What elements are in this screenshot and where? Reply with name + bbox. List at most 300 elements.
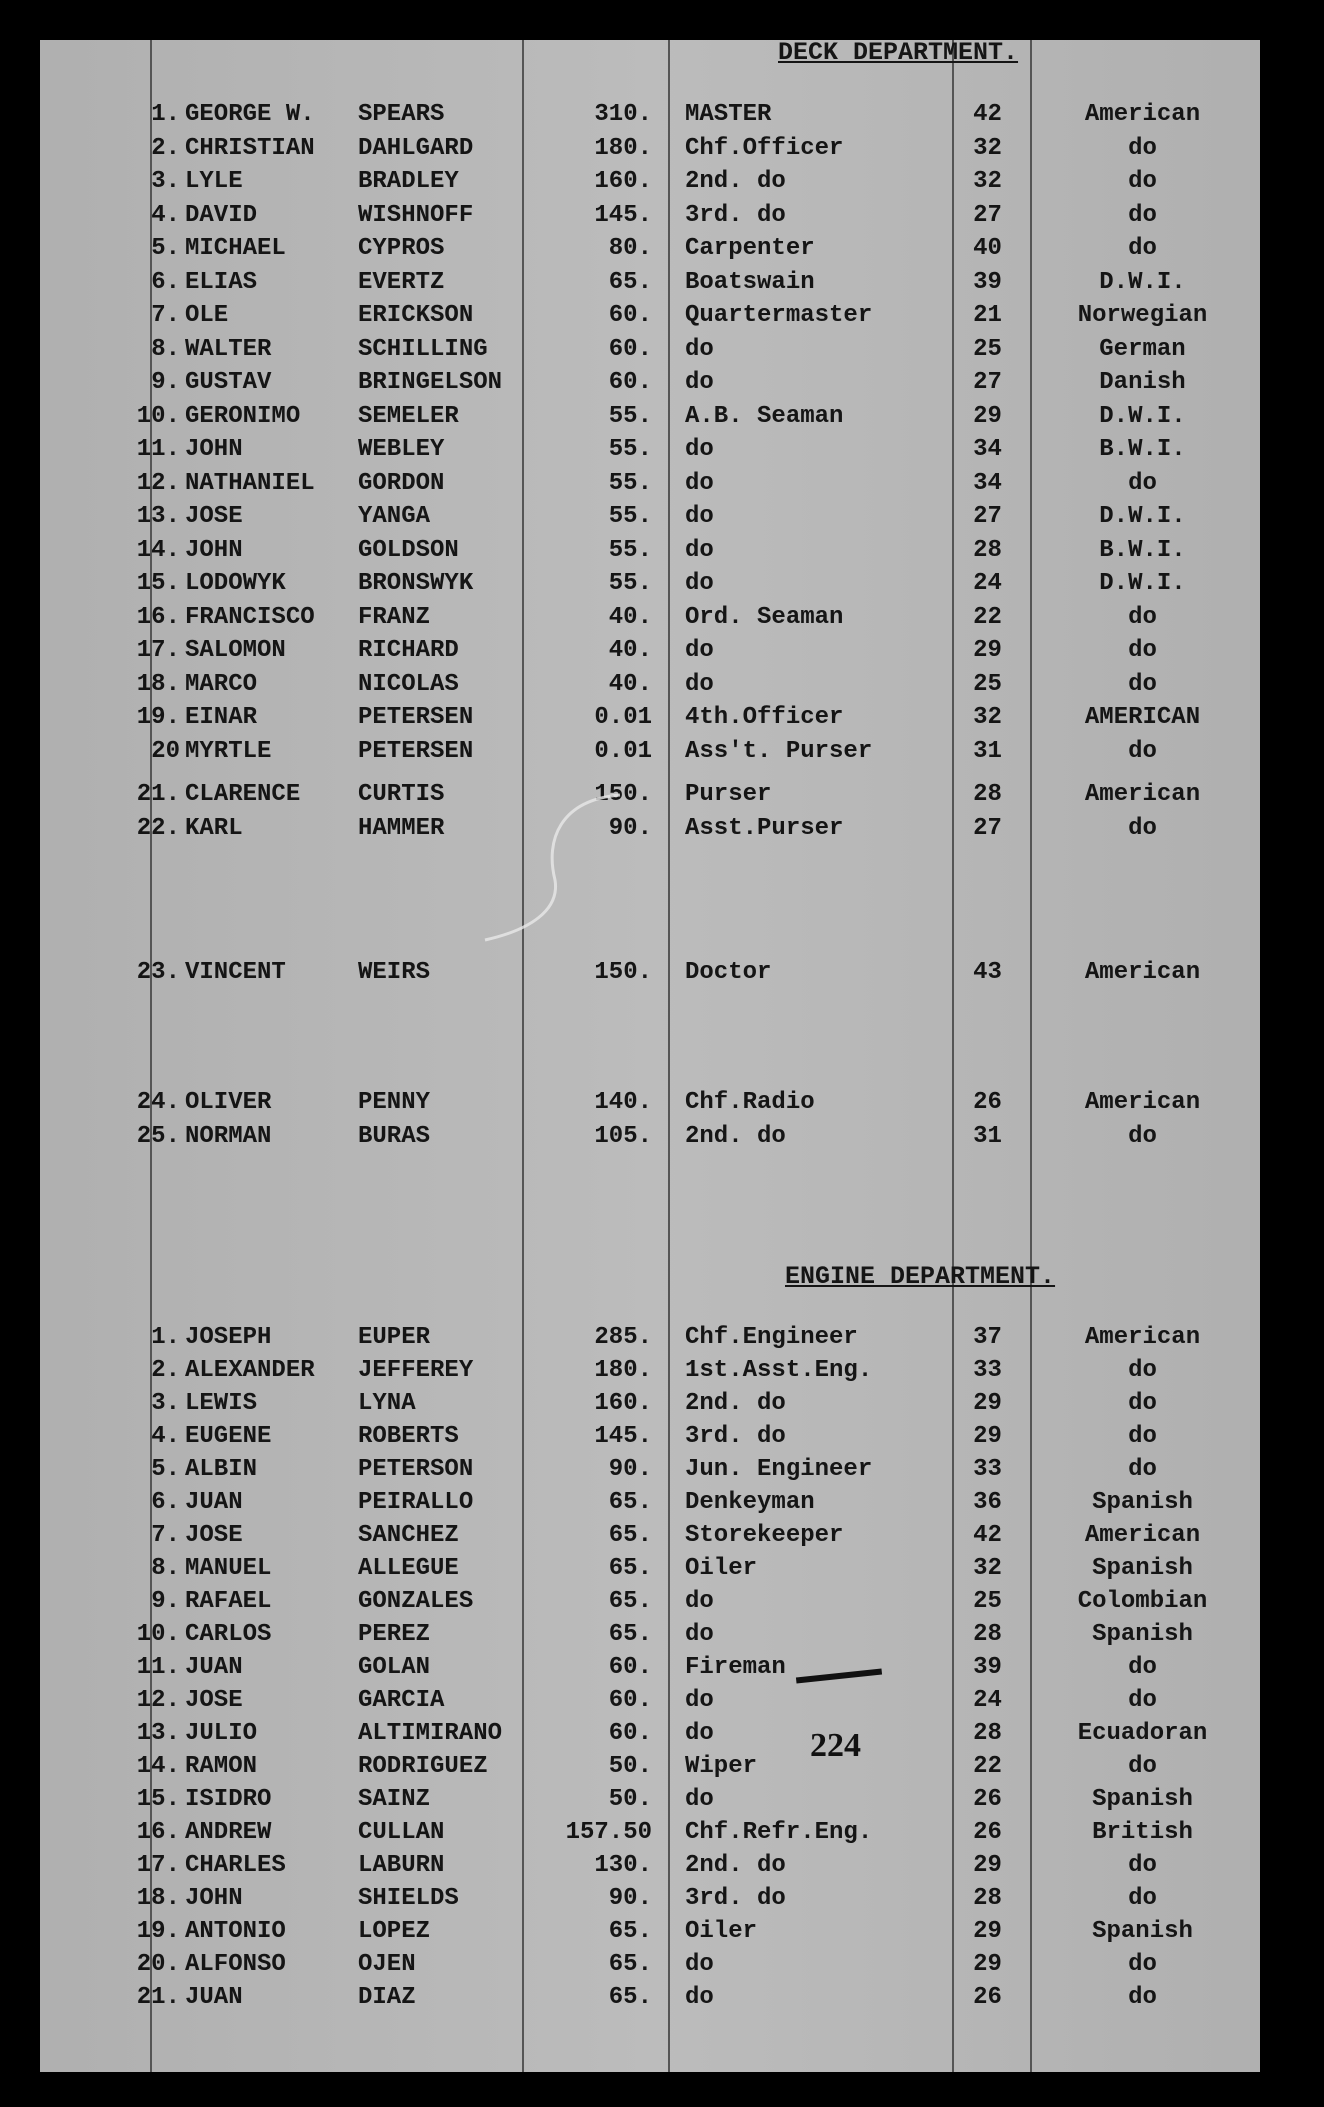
- cell-num: 4.: [151, 201, 180, 229]
- cell-rank: 1st.Asst.Eng.: [685, 1357, 873, 1384]
- cell-num: 24.: [136, 1089, 180, 1116]
- cell-last: ALTIMIRANO: [358, 1720, 503, 1747]
- cell-rank: Fireman: [685, 1654, 786, 1681]
- cell-last: OJEN: [358, 1951, 416, 1978]
- cell-nat: American: [1084, 781, 1201, 808]
- cell-pay: 180.: [594, 134, 652, 162]
- cell-nat: D.W.I.: [1099, 503, 1186, 530]
- cell-rank: MASTER: [685, 101, 772, 128]
- cell-first: LYLE: [185, 168, 243, 195]
- cell-last: PETERSON: [358, 1456, 474, 1483]
- cell-rank: 3rd. do: [685, 201, 786, 229]
- cell-last: SCHILLING: [358, 335, 488, 363]
- cell-first: FRANCISCO: [185, 603, 315, 631]
- cell-nat: Norwegian: [1077, 302, 1208, 329]
- cell-last: SEMELER: [358, 402, 459, 430]
- cell-rank: 2nd. do: [685, 168, 786, 195]
- cell-rank: Chf.Refr.Eng.: [685, 1819, 873, 1846]
- cell-pay: 55.: [608, 436, 652, 463]
- cell-rank: Oiler: [685, 1555, 758, 1582]
- cell-rank: do: [685, 536, 714, 564]
- cell-rank: 4th.Officer: [685, 704, 844, 731]
- cell-rank: Wiper: [685, 1753, 758, 1780]
- cell-first: CARLOS: [185, 1621, 272, 1648]
- cell-rank: 2nd. do: [685, 1390, 786, 1417]
- cell-last: ALLEGUE: [358, 1555, 459, 1582]
- cell-nat: Colombian: [1077, 1588, 1208, 1615]
- cell-age: 37: [973, 1324, 1002, 1351]
- cell-nat: do: [1128, 737, 1157, 765]
- engine-department-heading: ENGINE DEPARTMENT.: [785, 1262, 1056, 1291]
- cell-age: 29: [973, 1852, 1002, 1879]
- cell-pay: 0.01: [594, 704, 652, 731]
- cell-pay: 60.: [608, 1654, 652, 1681]
- cell-nat: D.W.I.: [1099, 402, 1186, 430]
- cell-nat: do: [1128, 1357, 1157, 1384]
- cell-num: 2.: [151, 1357, 180, 1384]
- cell-first: RAMON: [185, 1753, 258, 1780]
- cell-age: 42: [973, 101, 1002, 128]
- cell-num: 11.: [136, 436, 180, 463]
- cell-pay: 160.: [594, 1390, 652, 1417]
- cell-last: PETERSEN: [358, 737, 474, 765]
- cell-age: 27: [973, 201, 1002, 229]
- cell-nat: Ecuadoran: [1077, 1720, 1208, 1747]
- cell-rank: do: [685, 1786, 714, 1813]
- cell-num: 1.: [151, 101, 180, 128]
- cell-first: MYRTLE: [185, 737, 272, 765]
- cell-first: ELIAS: [185, 268, 258, 296]
- cell-nat: do: [1128, 603, 1157, 631]
- cell-age: 29: [973, 1390, 1002, 1417]
- cell-num: 15.: [136, 1786, 180, 1813]
- cell-last: CURTIS: [358, 781, 445, 808]
- cell-last: LYNA: [358, 1390, 416, 1417]
- cell-last: SPEARS: [358, 101, 445, 128]
- cell-last: WEIRS: [358, 959, 431, 986]
- cell-num: 4.: [151, 1423, 180, 1450]
- cell-last: SHIELDS: [358, 1885, 459, 1912]
- cell-age: 29: [973, 1918, 1002, 1945]
- cell-rank: Ord. Seaman: [685, 603, 844, 631]
- cell-nat: American: [1084, 1324, 1201, 1351]
- cell-nat: do: [1128, 134, 1157, 162]
- cell-num: 10.: [136, 1621, 180, 1648]
- cell-age: 33: [973, 1357, 1002, 1384]
- cell-rank: 2nd. do: [685, 1852, 786, 1879]
- cell-last: PEIRALLO: [358, 1489, 474, 1516]
- cell-pay: 145.: [594, 1423, 652, 1450]
- cell-pay: 50.: [608, 1786, 652, 1813]
- cell-pay: 55.: [608, 503, 652, 530]
- cell-first: CLARENCE: [185, 781, 301, 808]
- cell-first: KARL: [185, 815, 243, 842]
- cell-pay: 50.: [608, 1753, 652, 1780]
- cell-last: GONZALES: [358, 1588, 474, 1615]
- cell-rank: do: [685, 369, 714, 396]
- cell-num: 10.: [136, 402, 180, 430]
- cell-pay: 60.: [608, 302, 652, 329]
- cell-nat: do: [1128, 1654, 1157, 1681]
- cell-pay: 65.: [608, 268, 652, 296]
- cell-last: SAINZ: [358, 1786, 431, 1813]
- cell-age: 29: [973, 1951, 1002, 1978]
- cell-num: 22.: [136, 815, 180, 842]
- cell-nat: do: [1128, 1984, 1157, 2011]
- cell-pay: 65.: [608, 1918, 652, 1945]
- cell-last: HAMMER: [358, 815, 445, 842]
- cell-age: 42: [973, 1522, 1002, 1549]
- cell-pay: 55.: [608, 536, 652, 564]
- cell-nat: B.W.I.: [1099, 436, 1186, 463]
- cell-pay: 90.: [608, 815, 652, 842]
- cell-num: 3.: [151, 168, 180, 195]
- cell-nat: do: [1128, 1951, 1157, 1978]
- cell-pay: 55.: [608, 570, 652, 597]
- cell-num: 14.: [136, 1753, 180, 1780]
- cell-last: BRINGELSON: [358, 369, 503, 396]
- cell-pay: 60.: [608, 369, 652, 396]
- cell-first: ANDREW: [185, 1819, 272, 1846]
- cell-first: JOSE: [185, 503, 243, 530]
- cell-num: 2.: [151, 134, 180, 162]
- cell-rank: Quartermaster: [685, 302, 873, 329]
- cell-age: 26: [973, 1786, 1002, 1813]
- cell-num: 17.: [136, 637, 180, 664]
- cell-nat: do: [1128, 670, 1157, 698]
- cell-nat: do: [1128, 1687, 1157, 1714]
- cell-num: 19.: [136, 1918, 180, 1945]
- cell-first: MICHAEL: [185, 235, 286, 262]
- cell-rank: 3rd. do: [685, 1885, 786, 1912]
- cell-nat: Spanish: [1092, 1786, 1193, 1813]
- cell-num: 9.: [151, 369, 180, 396]
- cell-first: MANUEL: [185, 1555, 272, 1582]
- cell-age: 24: [973, 570, 1002, 597]
- cell-last: ROBERTS: [358, 1423, 459, 1450]
- cell-num: 13.: [136, 1720, 180, 1747]
- cell-first: CHRISTIAN: [185, 134, 315, 162]
- cell-pay: 90.: [608, 1885, 652, 1912]
- cell-num: 14.: [136, 536, 180, 564]
- cell-rank: do: [685, 469, 714, 497]
- cell-last: RICHARD: [358, 637, 459, 664]
- paper-crease: [40, 40, 1260, 2072]
- cell-rank: Boatswain: [685, 268, 815, 296]
- cell-first: GEORGE W.: [185, 101, 315, 128]
- cell-rank: Denkeyman: [685, 1489, 815, 1516]
- cell-pay: 310.: [594, 101, 652, 128]
- cell-pay: 150.: [594, 781, 652, 808]
- cell-last: DAHLGARD: [358, 134, 474, 162]
- cell-last: WISHNOFF: [358, 201, 474, 229]
- cell-nat: Spanish: [1092, 1489, 1193, 1516]
- cell-pay: 80.: [608, 235, 652, 262]
- cell-nat: do: [1128, 1753, 1157, 1780]
- cell-rank: Oiler: [685, 1918, 758, 1945]
- cell-rank: do: [685, 637, 714, 664]
- cell-age: 22: [973, 603, 1002, 631]
- cell-pay: 65.: [608, 1951, 652, 1978]
- cell-nat: American: [1084, 1089, 1201, 1116]
- cell-pay: 65.: [608, 1489, 652, 1516]
- cell-nat: American: [1084, 959, 1201, 986]
- cell-pay: 60.: [608, 1687, 652, 1714]
- cell-first: JUAN: [185, 1654, 243, 1681]
- cell-rank: do: [685, 436, 714, 463]
- cell-age: 33: [973, 1456, 1002, 1483]
- cell-last: LABURN: [358, 1852, 445, 1879]
- cell-nat: do: [1128, 1390, 1157, 1417]
- cell-first: LODOWYK: [185, 570, 286, 597]
- cell-pay: 60.: [608, 335, 652, 363]
- cell-pay: 60.: [608, 1720, 652, 1747]
- cell-num: 23.: [136, 959, 180, 986]
- cell-last: GARCIA: [358, 1687, 445, 1714]
- cell-num: 7.: [151, 1522, 180, 1549]
- cell-num: 12.: [136, 1687, 180, 1714]
- cell-nat: do: [1128, 469, 1157, 497]
- cell-age: 21: [973, 302, 1002, 329]
- deck-department-heading: DECK DEPARTMENT.: [778, 40, 1019, 67]
- cell-nat: German: [1099, 335, 1186, 363]
- cell-last: GOLAN: [358, 1654, 431, 1681]
- cell-num: 17.: [136, 1852, 180, 1879]
- cell-age: 29: [973, 1423, 1002, 1450]
- cell-age: 39: [973, 1654, 1002, 1681]
- cell-rank: Asst.Purser: [685, 815, 844, 842]
- cell-pay: 150.: [594, 959, 652, 986]
- cell-age: 28: [973, 781, 1002, 808]
- cell-num: 3.: [151, 1390, 180, 1417]
- cell-age: 28: [973, 536, 1002, 564]
- cell-first: MARCO: [185, 670, 258, 698]
- cell-rank: Storekeeper: [685, 1522, 844, 1549]
- cell-nat: Spanish: [1092, 1918, 1193, 1945]
- cell-age: 32: [973, 1555, 1002, 1582]
- cell-rank: Carpenter: [685, 235, 815, 262]
- cell-num: 12.: [136, 469, 180, 497]
- cell-first: EINAR: [185, 704, 258, 731]
- cell-nat: Danish: [1099, 369, 1186, 396]
- cell-age: 32: [973, 704, 1002, 731]
- cell-num: 8.: [151, 1555, 180, 1582]
- cell-age: 32: [973, 168, 1002, 195]
- cell-last: PEREZ: [358, 1621, 431, 1648]
- cell-pay: 55.: [608, 469, 652, 497]
- cell-first: SALOMON: [185, 637, 286, 664]
- cell-first: NORMAN: [185, 1123, 272, 1150]
- cell-num: 18.: [136, 1885, 180, 1912]
- cell-pay: 140.: [594, 1089, 652, 1116]
- cell-first: JUAN: [185, 1489, 243, 1516]
- cell-nat: D.W.I.: [1099, 268, 1186, 296]
- cell-num: 5.: [151, 235, 180, 262]
- cell-pay: 157.50: [565, 1819, 652, 1846]
- cell-pay: 180.: [594, 1357, 652, 1384]
- cell-nat: do: [1128, 201, 1157, 229]
- cell-first: JOHN: [185, 1885, 243, 1912]
- cell-first: JOSE: [185, 1687, 243, 1714]
- cell-first: JUAN: [185, 1984, 243, 2011]
- cell-first: ALEXANDER: [185, 1357, 315, 1384]
- cell-rank: do: [685, 1687, 714, 1714]
- manifest-sheet: [40, 40, 1260, 2072]
- cell-last: LOPEZ: [358, 1918, 431, 1945]
- cell-first: GERONIMO: [185, 402, 301, 430]
- cell-age: 26: [973, 1819, 1002, 1846]
- cell-first: DAVID: [185, 201, 258, 229]
- cell-num: 18.: [136, 670, 180, 698]
- cell-pay: 65.: [608, 1588, 652, 1615]
- cell-num: 1.: [151, 1324, 180, 1351]
- cell-age: 31: [973, 737, 1002, 765]
- cell-first: EUGENE: [185, 1423, 272, 1450]
- cell-pay: 40.: [608, 670, 652, 698]
- cell-num: 19.: [136, 704, 180, 731]
- cell-age: 36: [973, 1489, 1002, 1516]
- cell-first: JOHN: [185, 436, 243, 463]
- cell-nat: American: [1084, 101, 1201, 128]
- cell-rank: do: [685, 1951, 714, 1978]
- cell-rank: Chf.Radio: [685, 1089, 815, 1116]
- cell-age: 39: [973, 268, 1002, 296]
- cell-pay: 65.: [608, 1984, 652, 2011]
- cell-age: 29: [973, 402, 1002, 430]
- cell-rank: Chf.Officer: [685, 134, 844, 162]
- cell-first: JOSE: [185, 1522, 243, 1549]
- cell-rank: A.B. Seaman: [685, 402, 844, 430]
- cell-num: 20.: [136, 1951, 180, 1978]
- cell-age: 25: [973, 1588, 1002, 1615]
- cell-last: EUPER: [358, 1324, 431, 1351]
- cell-last: RODRIGUEZ: [358, 1753, 488, 1780]
- page-mark: 224: [810, 1727, 861, 1764]
- cell-last: YANGA: [358, 503, 431, 530]
- cell-first: GUSTAV: [185, 369, 272, 396]
- cell-num: 20: [151, 737, 180, 765]
- cell-nat: do: [1128, 168, 1157, 195]
- cell-num: 8.: [151, 335, 180, 363]
- cell-num: 7.: [151, 302, 180, 329]
- cell-rank: Jun. Engineer: [685, 1456, 873, 1483]
- cell-first: ANTONIO: [185, 1918, 286, 1945]
- cell-pay: 105.: [594, 1123, 652, 1150]
- cell-age: 26: [973, 1984, 1002, 2011]
- cell-rank: do: [685, 1720, 714, 1747]
- cell-nat: do: [1128, 1123, 1157, 1150]
- cell-first: JOSEPH: [185, 1324, 272, 1351]
- cell-pay: 285.: [594, 1324, 652, 1351]
- cell-last: EVERTZ: [358, 268, 445, 296]
- cell-rank: do: [685, 1621, 714, 1648]
- cell-rank: Ass't. Purser: [685, 737, 873, 765]
- cell-nat: do: [1128, 1456, 1157, 1483]
- cell-last: ERICKSON: [358, 302, 474, 329]
- cell-first: ALBIN: [185, 1456, 258, 1483]
- cell-rank: do: [685, 335, 714, 363]
- cell-num: 6.: [151, 1489, 180, 1516]
- cell-num: 5.: [151, 1456, 180, 1483]
- cell-rank: do: [685, 1984, 714, 2011]
- cell-age: 29: [973, 637, 1002, 664]
- cell-nat: British: [1092, 1819, 1193, 1846]
- cell-pay: 40.: [608, 637, 652, 664]
- cell-first: LEWIS: [185, 1390, 258, 1417]
- cell-age: 28: [973, 1621, 1002, 1648]
- cell-age: 27: [973, 503, 1002, 530]
- cell-nat: do: [1128, 1423, 1157, 1450]
- cell-last: WEBLEY: [358, 436, 445, 463]
- cell-rank: do: [685, 503, 714, 530]
- cell-age: 27: [973, 369, 1002, 396]
- cell-first: WALTER: [185, 335, 272, 363]
- cell-rank: Purser: [685, 781, 772, 808]
- cell-nat: do: [1128, 1852, 1157, 1879]
- cell-last: BRADLEY: [358, 168, 459, 195]
- cell-last: CULLAN: [358, 1819, 445, 1846]
- cell-last: CYPROS: [358, 235, 445, 262]
- cell-age: 28: [973, 1720, 1002, 1747]
- cell-pay: 130.: [594, 1852, 652, 1879]
- cell-first: NATHANIEL: [185, 469, 315, 497]
- cell-last: PENNY: [358, 1089, 431, 1116]
- cell-nat: do: [1128, 815, 1157, 842]
- cell-age: 24: [973, 1687, 1002, 1714]
- cell-age: 40: [973, 235, 1002, 262]
- cell-nat: do: [1128, 637, 1157, 664]
- cell-age: 25: [973, 335, 1002, 363]
- cell-first: ALFONSO: [185, 1951, 286, 1978]
- cell-age: 25: [973, 670, 1002, 698]
- cell-pay: 160.: [594, 168, 652, 195]
- cell-age: 43: [973, 959, 1002, 986]
- cell-last: SANCHEZ: [358, 1522, 459, 1549]
- cell-nat: Spanish: [1092, 1555, 1193, 1582]
- cell-num: 11.: [136, 1654, 180, 1681]
- cell-nat: D.W.I.: [1099, 570, 1186, 597]
- cell-age: 28: [973, 1885, 1002, 1912]
- cell-rank: do: [685, 570, 714, 597]
- cell-nat: B.W.I.: [1099, 536, 1186, 564]
- cell-num: 21.: [136, 781, 180, 808]
- cell-num: 21.: [136, 1984, 180, 2011]
- cell-first: RAFAEL: [185, 1588, 272, 1615]
- cell-pay: 55.: [608, 402, 652, 430]
- cell-pay: 65.: [608, 1522, 652, 1549]
- cell-first: OLIVER: [185, 1089, 272, 1116]
- cell-last: PETERSEN: [358, 704, 474, 731]
- cell-num: 13.: [136, 503, 180, 530]
- cell-rank: 3rd. do: [685, 1423, 786, 1450]
- cell-last: BURAS: [358, 1123, 431, 1150]
- cell-pay: 40.: [608, 603, 652, 631]
- cell-first: CHARLES: [185, 1852, 286, 1879]
- cell-rank: Doctor: [685, 959, 772, 986]
- cell-first: JULIO: [185, 1720, 258, 1747]
- cell-age: 34: [973, 469, 1002, 497]
- cell-rank: 2nd. do: [685, 1123, 786, 1150]
- cell-rank: Chf.Engineer: [685, 1324, 858, 1351]
- cell-num: 16.: [136, 1819, 180, 1846]
- cell-pay: 65.: [608, 1621, 652, 1648]
- cell-last: NICOLAS: [358, 670, 459, 698]
- cell-last: GOLDSON: [358, 536, 459, 564]
- cell-nat: AMERICAN: [1084, 704, 1201, 731]
- cell-pay: 145.: [594, 201, 652, 229]
- cell-pay: 90.: [608, 1456, 652, 1483]
- cell-last: FRANZ: [358, 603, 431, 631]
